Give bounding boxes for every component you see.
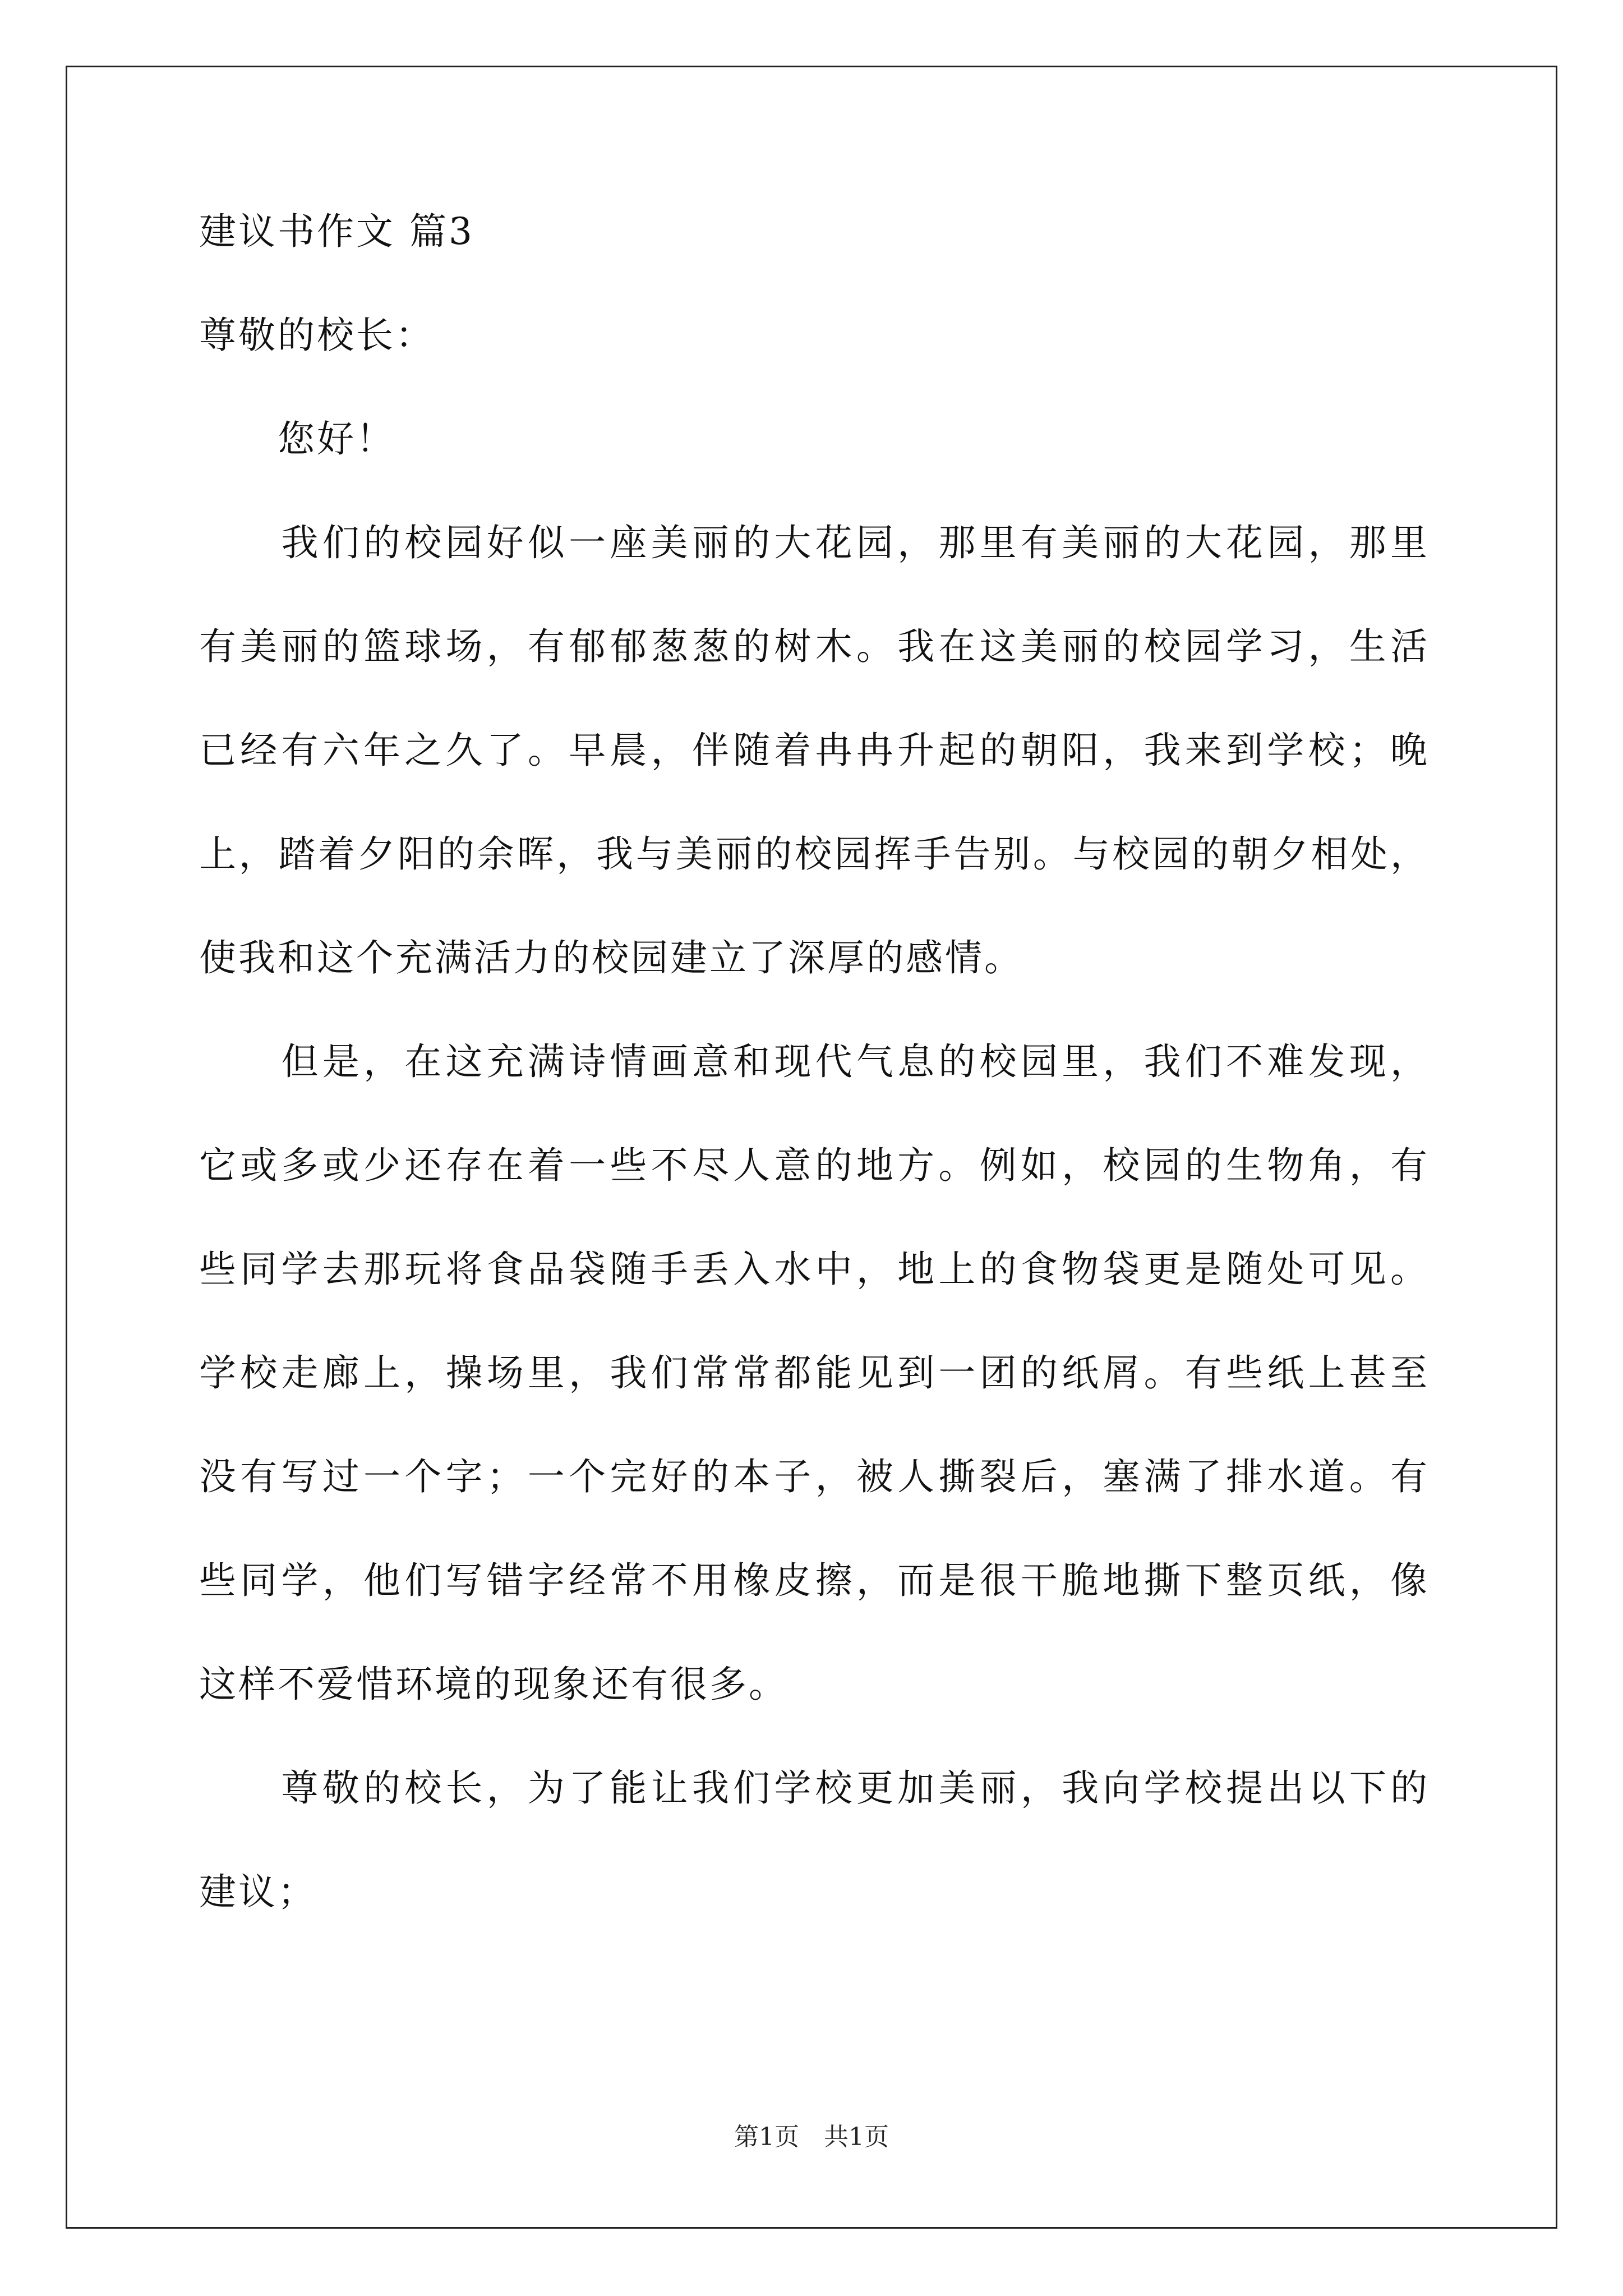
paragraph-line: 建议； (199, 1870, 317, 1913)
paragraph-line: 这样不爱惜环境的现象还有很多。 (199, 1663, 788, 1706)
paragraph-line: 些同学去那玩将食品袋随手丢入水中，地上的食物袋更是随处可见。 (199, 1248, 1427, 1291)
paragraph-line: 已经有六年之久了。早晨，伴随着冉冉升起的朝阳，我来到学校；晚 (199, 729, 1427, 772)
paragraph-line: 有美丽的篮球场，有郁郁葱葱的树木。我在这美丽的校园学习，生活 (199, 625, 1427, 668)
paragraph-line: 使我和这个充满活力的校园建立了深厚的感情。 (199, 936, 1023, 979)
page-footer: 第1页 共1页 (734, 2123, 889, 2151)
paragraph-line: 没有写过一个字；一个完好的本子，被人撕裂后，塞满了排水道。有 (199, 1455, 1427, 1498)
salutation: 尊敬的校长： (199, 314, 435, 357)
paragraph-line: 些同学，他们写错字经常不用橡皮擦，而是很干脆地撕下整页纸，像 (199, 1559, 1427, 1602)
paragraph-line: 上，踏着夕阳的余晖，我与美丽的校园挥手告别。与校园的朝夕相处， (199, 832, 1427, 876)
paragraph-line: 我们的校园好似一座美丽的大花园，那里有美丽的大花园，那里 (199, 521, 1427, 564)
document-title: 建议书作文 篇3 (199, 210, 474, 253)
paragraph-line: 但是，在这充满诗情画意和现代气息的校园里，我们不难发现， (199, 1040, 1427, 1083)
greeting: 您好！ (199, 417, 395, 461)
paragraph-line: 学校走廊上，操场里，我们常常都能见到一团的纸屑。有些纸上甚至 (199, 1351, 1427, 1395)
paragraph-line: 它或多或少还存在着一些不尽人意的地方。例如，校园的生物角，有 (199, 1144, 1427, 1187)
paragraph-line: 尊敬的校长，为了能让我们学校更加美丽，我向学校提出以下的 (199, 1766, 1427, 1810)
